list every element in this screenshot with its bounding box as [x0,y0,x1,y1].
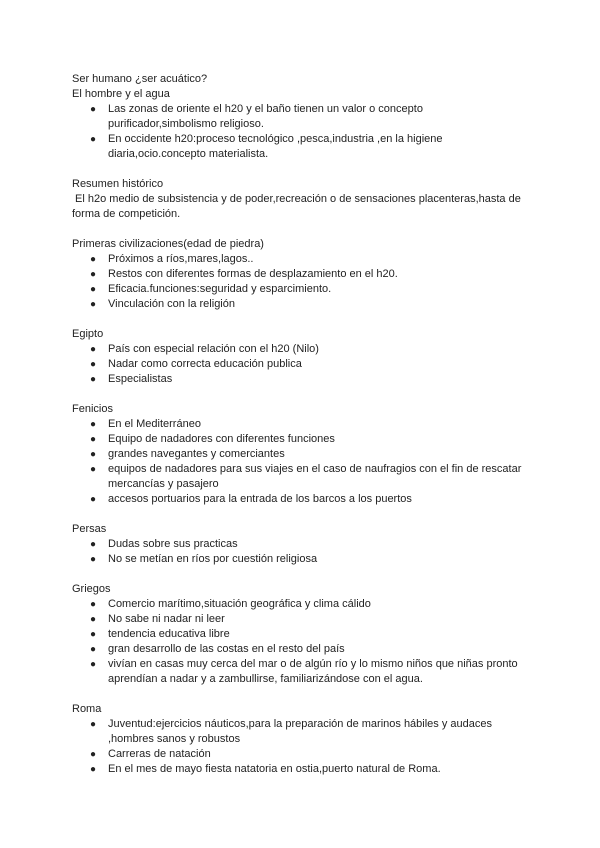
list-item: ● gran desarrollo de las costas en el resto del país [90,643,345,655]
list-item: ● En el mes de mayo fiesta natatoria en ostia,puerto natural de Roma. [90,763,441,775]
primeras-list [72,252,532,312]
section-heading-resumen: Resumen histórico [72,178,164,190]
list-item: ● Comercio marítimo,situación geográfica y clima cálido [90,598,371,610]
list-item: ● tendencia educativa libre [90,628,230,640]
list-item: ● accesos portuarios para la entrada de los barcos a los puertos [90,493,412,505]
bullet-icon: ● [90,749,97,760]
section-heading-persas: Persas [72,523,107,535]
doc-title: Ser humano ¿ser acuático? [72,73,208,85]
list-item: ● Juventud:ejercicios náuticos,para la preparación de marinos hábiles y audaces ,hombres sanos y robustos [90,718,493,745]
list-item: ● País con especial relación con el h20 (Nilo) [90,343,319,355]
roma-list [72,717,532,777]
bullet-icon: ● [90,269,97,280]
bullet-icon: ● [90,359,97,370]
bullet-icon: ● [90,629,97,640]
list-item: ● Eficacia.funciones:seguridad y esparcimiento. [90,283,332,295]
bullet-icon: ● [90,374,97,385]
bullet-icon: ● [90,434,97,445]
bullet-icon: ● [90,599,97,610]
list-item: ● En el Mediterráneo [90,418,201,430]
persas-list [72,537,532,567]
list-item: ● No sabe ni nadar ni leer [90,613,225,625]
bullet-icon: ● [90,344,97,355]
bullet-icon: ● [90,614,97,625]
bullet-icon: ● [90,539,97,550]
bullet-icon: ● [90,104,97,115]
list-item: ● equipos de nadadores para sus viajes en el caso de naufragios con el fin de rescatar mercancías y pasajero [90,463,522,490]
bullet-icon: ● [90,719,97,730]
griegos-list [72,597,532,687]
bullet-icon: ● [90,554,97,565]
bullet-icon: ● [90,764,97,775]
list-item: ● Carreras de natación [90,748,211,760]
bullet-icon: ● [90,464,97,475]
bullet-icon: ● [90,659,97,670]
list-item: ● vivían en casas muy cerca del mar o de algún río y lo mismo niños que niñas pronto aprendían a nadar y a zambullirse, familiarizándose con el agua. [90,658,518,685]
bullet-icon: ● [90,299,97,310]
egipto-list [72,342,532,387]
list-item: ● Equipo de nadadores con diferentes funciones [90,433,335,445]
list-item: ● grandes navegantes y comerciantes [90,448,285,460]
bullet-icon: ● [90,419,97,430]
bullet-icon: ● [90,254,97,265]
list-item: ● Vinculación con la religión [90,298,235,310]
list-item: ● Especialistas [90,373,173,385]
bullet-icon: ● [90,494,97,505]
fenicios-list [72,417,532,507]
list-item: ● Nadar como correcta educación publica [90,358,302,370]
list-item: ● No se metían en ríos por cuestión religiosa [90,553,318,565]
section-heading-primeras: Primeras civilizaciones(edad de piedra) [72,238,264,250]
bullet-icon: ● [90,134,97,145]
list-item: ● Dudas sobre sus practicas [90,538,238,550]
bullet-icon: ● [90,644,97,655]
doc-subtitle: El hombre y el agua [72,88,170,100]
section-heading-griegos: Griegos [72,583,111,595]
bullet-icon: ● [90,284,97,295]
list-item: ● Las zonas de oriente el h20 y el baño tienen un valor o concepto purificador,simbolismo religioso. [90,103,423,130]
list-item: ● Restos con diferentes formas de desplazamiento en el h20. [90,268,398,280]
list-item: ● En occidente h20:proceso tecnológico ,pesca,industria ,en la higiene diaria,ocio.concepto materialista. [90,133,443,160]
resumen-text: El h2o medio de subsistencia y de poder,recreación o de sensaciones placenteras,hasta de forma de competición. [72,193,521,220]
section-heading-egipto: Egipto [72,328,104,340]
intro-list [72,102,532,162]
bullet-icon: ● [90,449,97,460]
section-heading-roma: Roma [72,703,102,715]
section-heading-fenicios: Fenicios [72,403,113,415]
document-body [72,72,532,777]
list-item: ● Próximos a ríos,mares,lagos.. [90,253,254,265]
